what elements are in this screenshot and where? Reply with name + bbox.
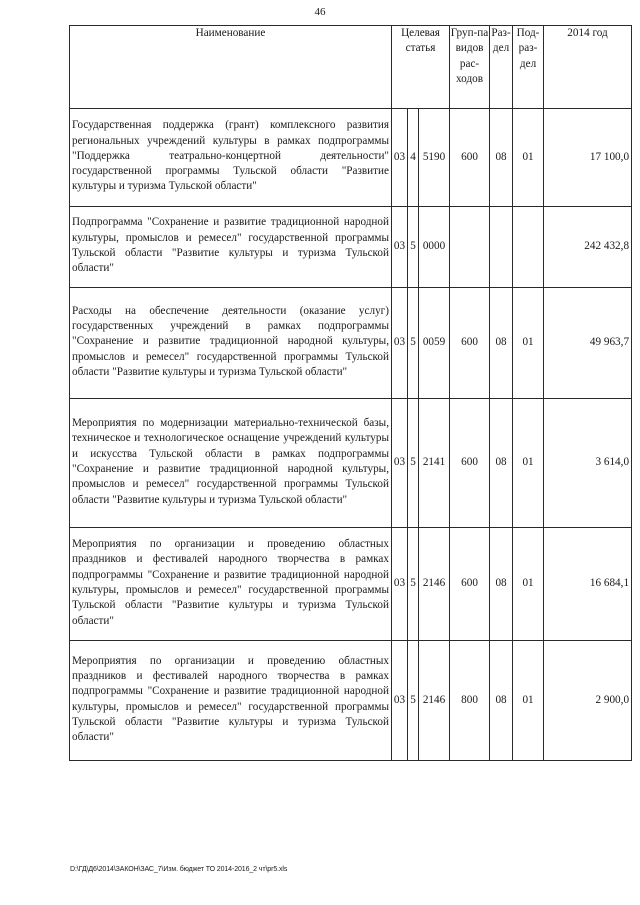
row-code-item: 5190 xyxy=(419,109,450,207)
page-number: 46 xyxy=(314,6,326,18)
row-expense-group: 600 xyxy=(450,288,490,399)
row-name: Государственная поддержка (грант) комплексного развития региональных учреждений культуры в рамках подпрограммы "Поддержка театрально-концертной деятельности" государственной программы Тульской области "Развитие культуры и туризма Тульской области" xyxy=(70,109,392,207)
row-amount: 16 684,1 xyxy=(544,528,632,641)
row-section: 08 xyxy=(490,288,513,399)
header-target-article: Целевая статья xyxy=(392,26,450,109)
row-code-subprogram: 5 xyxy=(408,399,419,528)
row-name: Подпрограмма "Сохранение и развитие традиционной народной культуры, промыслов и ремесел" государственной программы Тульской области "Развитие культуры и туризма Тульской области" xyxy=(70,207,392,288)
row-code-subprogram: 4 xyxy=(408,109,419,207)
row-expense-group: 600 xyxy=(450,109,490,207)
row-subsection: 01 xyxy=(513,641,544,761)
row-amount: 242 432,8 xyxy=(544,207,632,288)
table-row xyxy=(70,641,632,761)
table-row xyxy=(70,109,632,207)
row-amount: 2 900,0 xyxy=(544,641,632,761)
table-row xyxy=(70,207,632,288)
header-subsection: Под-раз-дел xyxy=(513,26,544,109)
row-code-program: 03 xyxy=(392,528,408,641)
row-code-subprogram: 5 xyxy=(408,528,419,641)
header-expense-group: Груп-па видов рас-ходов xyxy=(450,26,490,109)
row-subsection xyxy=(513,207,544,288)
table-row xyxy=(70,288,632,399)
row-name: Мероприятия по организации и проведению областных праздников и фестивалей народного творчества в рамках подпрограммы "Сохранение и развитие традиционной народной культуры, промыслов и ремесел" государственной программы Тульской области "Развитие культуры и туризма Тульской области" xyxy=(70,641,392,761)
row-code-subprogram: 5 xyxy=(408,207,419,288)
row-code-item: 2141 xyxy=(419,399,450,528)
row-code-program: 03 xyxy=(392,288,408,399)
row-amount: 17 100,0 xyxy=(544,109,632,207)
row-subsection: 01 xyxy=(513,109,544,207)
file-path-footer: D:\ГД\Д6\2014\ЗАКОН\ЗАС_7\Изм. бюджет ТО 2014-2016_2 чт\pr5.xls xyxy=(70,866,288,873)
row-amount: 49 963,7 xyxy=(544,288,632,399)
row-code-item: 0059 xyxy=(419,288,450,399)
row-code-item: 2146 xyxy=(419,641,450,761)
row-code-subprogram: 5 xyxy=(408,288,419,399)
row-section: 08 xyxy=(490,641,513,761)
row-amount: 3 614,0 xyxy=(544,399,632,528)
row-section: 08 xyxy=(490,528,513,641)
row-code-subprogram: 5 xyxy=(408,641,419,761)
header-name: Наименование xyxy=(70,26,392,109)
header-year: 2014 год xyxy=(544,26,632,109)
row-section: 08 xyxy=(490,399,513,528)
row-code-program: 03 xyxy=(392,109,408,207)
row-code-program: 03 xyxy=(392,207,408,288)
row-expense-group: 600 xyxy=(450,528,490,641)
row-code-program: 03 xyxy=(392,399,408,528)
row-section xyxy=(490,207,513,288)
row-expense-group xyxy=(450,207,490,288)
row-code-item: 2146 xyxy=(419,528,450,641)
row-expense-group: 800 xyxy=(450,641,490,761)
row-code-program: 03 xyxy=(392,641,408,761)
row-code-item: 0000 xyxy=(419,207,450,288)
row-name: Расходы на обеспечение деятельности (оказание услуг) государственных учреждений в рамках подпрограммы "Сохранение и развитие традиционной народной культуры, промыслов и ремесел" государственной программы Тульской области "Развитие культуры и туризма Тульской области" xyxy=(70,288,392,399)
row-section: 08 xyxy=(490,109,513,207)
row-name: Мероприятия по модернизации материально-технической базы, техническое и технологическое оснащение учреждений культуры и искусства Тульской области в рамках подпрограммы "Сохранение и развитие традиционной народной культуры, промыслов и ремесел" государственной программы Тульской области "Развитие культуры и туризма Тульской области" xyxy=(70,399,392,528)
row-expense-group: 600 xyxy=(450,399,490,528)
table-row xyxy=(70,399,632,528)
budget-table xyxy=(69,25,632,761)
table-header-row xyxy=(70,26,632,109)
row-subsection: 01 xyxy=(513,288,544,399)
row-name: Мероприятия по организации и проведению областных праздников и фестивалей народного творчества в рамках подпрограммы "Сохранение и развитие традиционной народной культуры, промыслов и ремесел" государственной программы Тульской области "Развитие культуры и туризма Тульской области" xyxy=(70,528,392,641)
table-row xyxy=(70,528,632,641)
row-subsection: 01 xyxy=(513,399,544,528)
row-subsection: 01 xyxy=(513,528,544,641)
header-section: Раз-дел xyxy=(490,26,513,109)
